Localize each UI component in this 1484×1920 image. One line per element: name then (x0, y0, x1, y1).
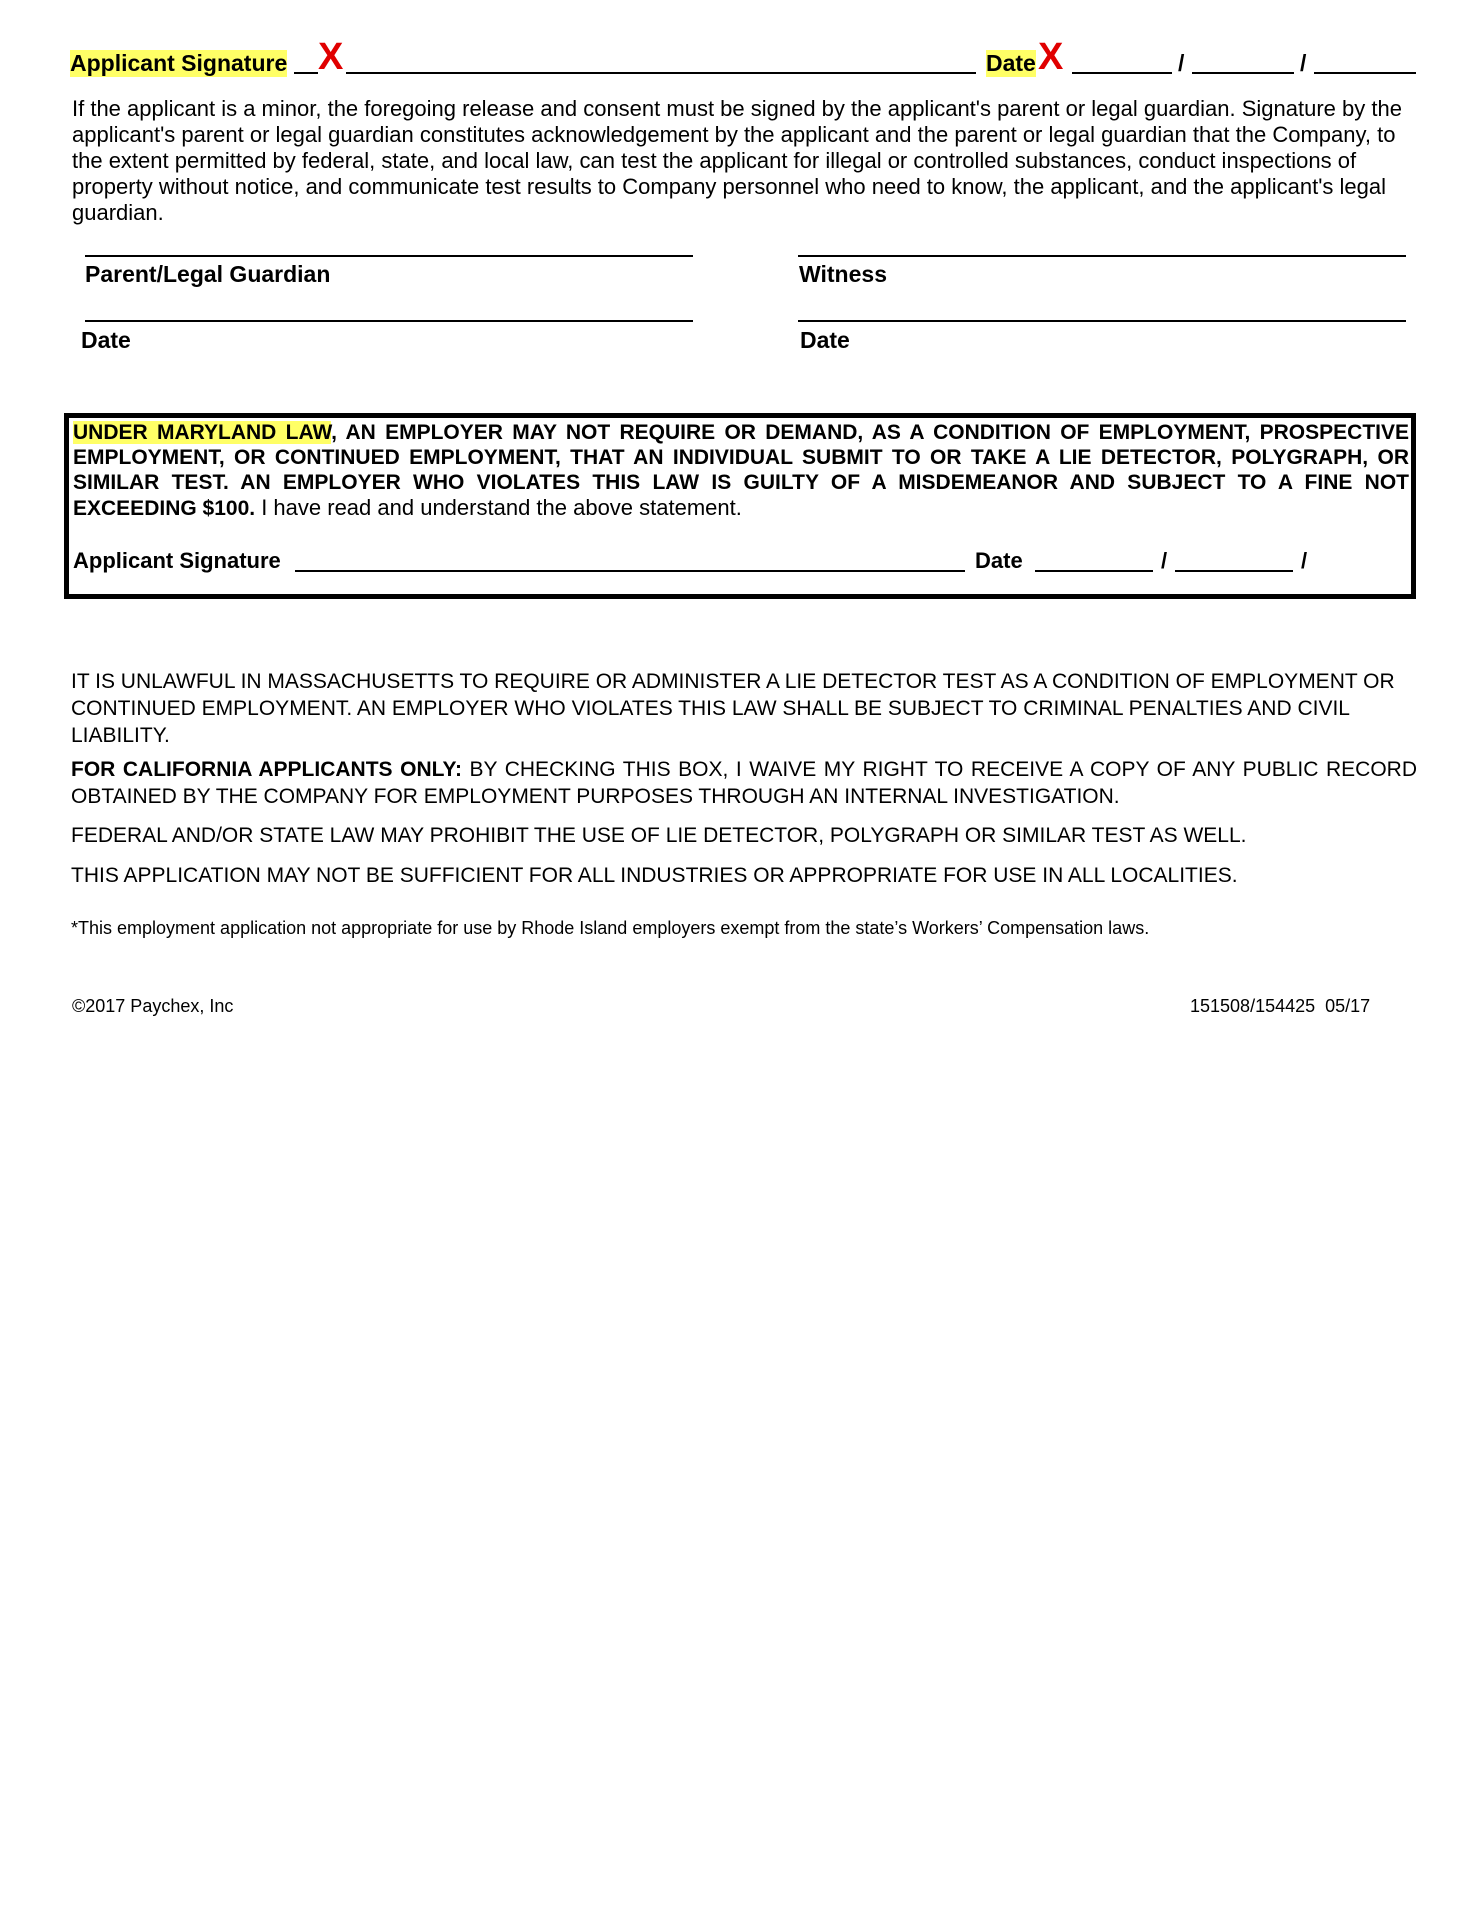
maryland-law-highlight: UNDER MARYLAND LAW (73, 421, 332, 444)
maryland-acknowledgement: I have read and understand the above statement. (255, 495, 742, 520)
parent-date-label: Date (81, 327, 131, 353)
witness-date-line[interactable] (798, 320, 1406, 322)
parent-date-line[interactable] (85, 320, 693, 322)
date-label: Date (986, 50, 1036, 76)
form-code: 151508/154425 05/17 (1190, 996, 1371, 1016)
maryland-date-month-field[interactable] (1035, 550, 1153, 572)
date-slash: / (1178, 50, 1185, 76)
industries-notice: THIS APPLICATION MAY NOT BE SUFFICIENT FOR ALL INDUSTRIES OR APPROPRIATE FOR USE IN ALL LOCALITIES. (71, 864, 1238, 887)
california-waiver-heading: FOR CALIFORNIA APPLICANTS ONLY: (71, 758, 462, 781)
maryland-date-slash: / (1301, 548, 1308, 573)
maryland-date-year-field[interactable] (73, 574, 211, 596)
signature-x-mark: X (318, 36, 344, 78)
parent-guardian-label: Parent/Legal Guardian (85, 261, 331, 287)
date-slash: / (1300, 50, 1307, 76)
copyright-text: ©2017 Paychex, Inc (72, 996, 234, 1016)
maryland-date-slash: / (1161, 548, 1168, 573)
parent-signature-line[interactable] (85, 255, 693, 257)
maryland-signature-field[interactable] (295, 550, 965, 572)
federal-notice: FEDERAL AND/OR STATE LAW MAY PROHIBIT THE USE OF LIE DETECTOR, POLYGRAPH OR SIMILAR TEST AS WELL. (71, 824, 1247, 847)
california-waiver-text: BY CHECKING THIS BOX, I WAIVE MY RIGHT TO RECEIVE A COPY OF ANY PUBLIC RECORD OBTAINED BY THE COMPANY FOR EMPLOYMENT PURPOSES THROUGH AN INTERNAL INVESTIGATION. (71, 758, 1417, 808)
maryland-law-bold: , AN EMPLOYER MAY NOT REQUIRE OR DEMAND, AS A CONDITION OF EMPLOYMENT, PROSPECTIVE EMPLOYMENT, OR CONTINUED EMPLOYMENT, THAT AN INDIVIDUAL SUBMIT TO OR TAKE A LIE DETECTOR, POLYGRAPH, OR SIMILAR TEST. AN EMPLOYER WHO VIOLATES THIS LAW IS GUILTY OF A MISDEMEANOR AND SUBJECT TO A FINE NOT EXCEEDING $100. (73, 421, 1409, 520)
maryland-date-label: Date (975, 548, 1023, 573)
date-day-field[interactable] (1192, 52, 1294, 74)
date-year-field[interactable] (1314, 52, 1416, 74)
minor-consent-paragraph: If the applicant is a minor, the foregoing release and consent must be signed by the applicant's parent or legal guardian. Signature by the applicant's parent or legal guardian constitutes acknowledgement by the applicant and the parent or legal guardian that the Company, to the extent permitted by federal, state, and local law, can test the applicant for illegal or controlled substances, conduct inspections of property without notice, and communicate test results to Company personnel who need to know, the applicant, and the applicant's legal guardian. (72, 96, 1402, 225)
applicant-signature-field[interactable] (346, 52, 976, 74)
california-waiver (71, 756, 1417, 810)
top-signature-row (70, 36, 1420, 80)
maryland-notice-box (64, 413, 1416, 599)
date-x-mark: X (1038, 36, 1064, 78)
maryland-date-day-field[interactable] (1175, 550, 1293, 572)
witness-label: Witness (799, 261, 887, 287)
witness-signature-line[interactable] (798, 255, 1406, 257)
signature-prefix-line (294, 52, 318, 74)
witness-date-label: Date (800, 327, 850, 353)
maryland-signature-row (73, 548, 1403, 598)
maryland-notice-text (73, 420, 1409, 521)
maryland-signature-label: Applicant Signature (73, 548, 281, 573)
rhode-island-note: *This employment application not appropriate for use by Rhode Island employers exempt from the state’s Workers’ Compensation laws. (71, 918, 1150, 938)
date-month-field[interactable] (1072, 52, 1172, 74)
applicant-signature-label: Applicant Signature (70, 50, 288, 76)
massachusetts-notice: IT IS UNLAWFUL IN MASSACHUSETTS TO REQUIRE OR ADMINISTER A LIE DETECTOR TEST AS A CONDITION OF EMPLOYMENT OR CONTINUED EMPLOYMENT. AN EMPLOYER WHO VIOLATES THIS LAW SHALL BE SUBJECT TO CRIMINAL PENALTIES AND CIVIL LIABILITY. (71, 670, 1395, 747)
